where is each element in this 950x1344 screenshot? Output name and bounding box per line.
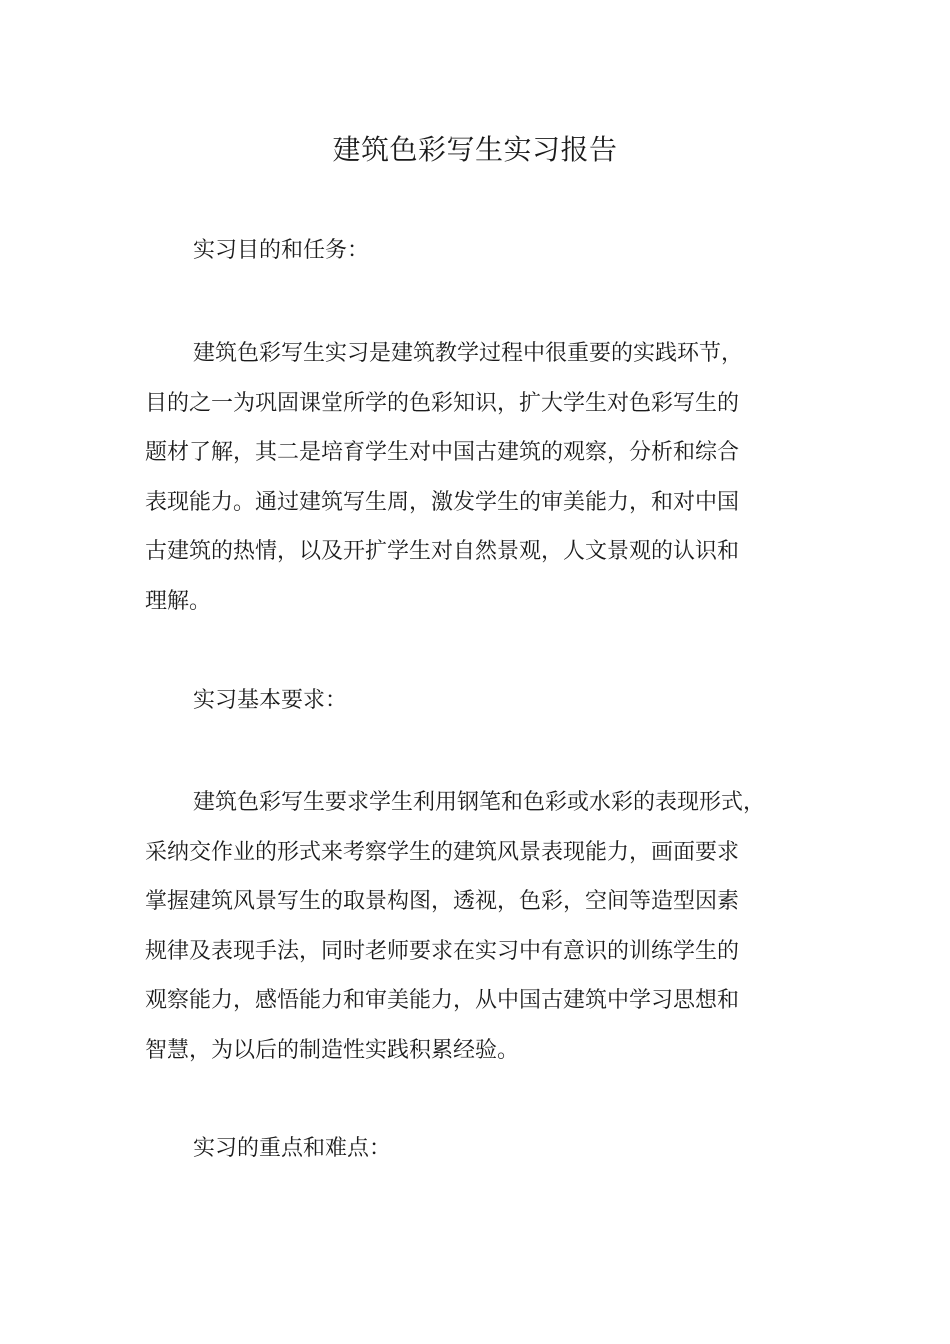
paragraph-line: 目的之一为巩固课堂所学的色彩知识，扩大学生对色彩写生的 xyxy=(145,390,740,416)
paragraph-requirements xyxy=(145,778,835,1075)
paragraph-line: 理解。 xyxy=(145,588,212,614)
paragraph-line: 题材了解，其二是培育学生对中国古建筑的观察，分析和综合 xyxy=(145,440,740,465)
paragraph-line: 智慧，为以后的制造性实践积累经验。 xyxy=(145,1037,520,1063)
paragraph-line: 表现能力。通过建筑写生周，激发学生的审美能力，和对中国 xyxy=(145,489,740,515)
paragraph-line: 掌握建筑风景写生的取景构图，透视，色彩，空间等造型因素 xyxy=(145,889,740,914)
document-title: 建筑色彩写生实习报告 xyxy=(332,133,618,166)
paragraph-line: 采纳交作业的形式来考察学生的建筑风景表现能力，画面要求 xyxy=(145,839,740,865)
paragraph-line: 观察能力，感悟能力和审美能力，从中国古建筑中学习思想和 xyxy=(145,988,740,1013)
section-heading-key-points: 实习的重点和难点： xyxy=(193,1136,392,1161)
paragraph-purpose xyxy=(145,329,835,626)
section-heading-purpose: 实习目的和任务： xyxy=(193,238,370,263)
paragraph-line: 古建筑的热情，以及开扩学生对自然景观，人文景观的认识和 xyxy=(145,539,740,564)
paragraph-line: 建筑色彩写生实习是建筑教学过程中很重要的实践环节， xyxy=(193,341,744,366)
paragraph-line: 建筑色彩写生要求学生利用钢笔和色彩或水彩的表现形式， xyxy=(193,790,766,815)
paragraph-line: 规律及表现手法，同时老师要求在实习中有意识的训练学生的 xyxy=(145,938,740,964)
section-heading-requirements: 实习基本要求： xyxy=(193,688,348,713)
